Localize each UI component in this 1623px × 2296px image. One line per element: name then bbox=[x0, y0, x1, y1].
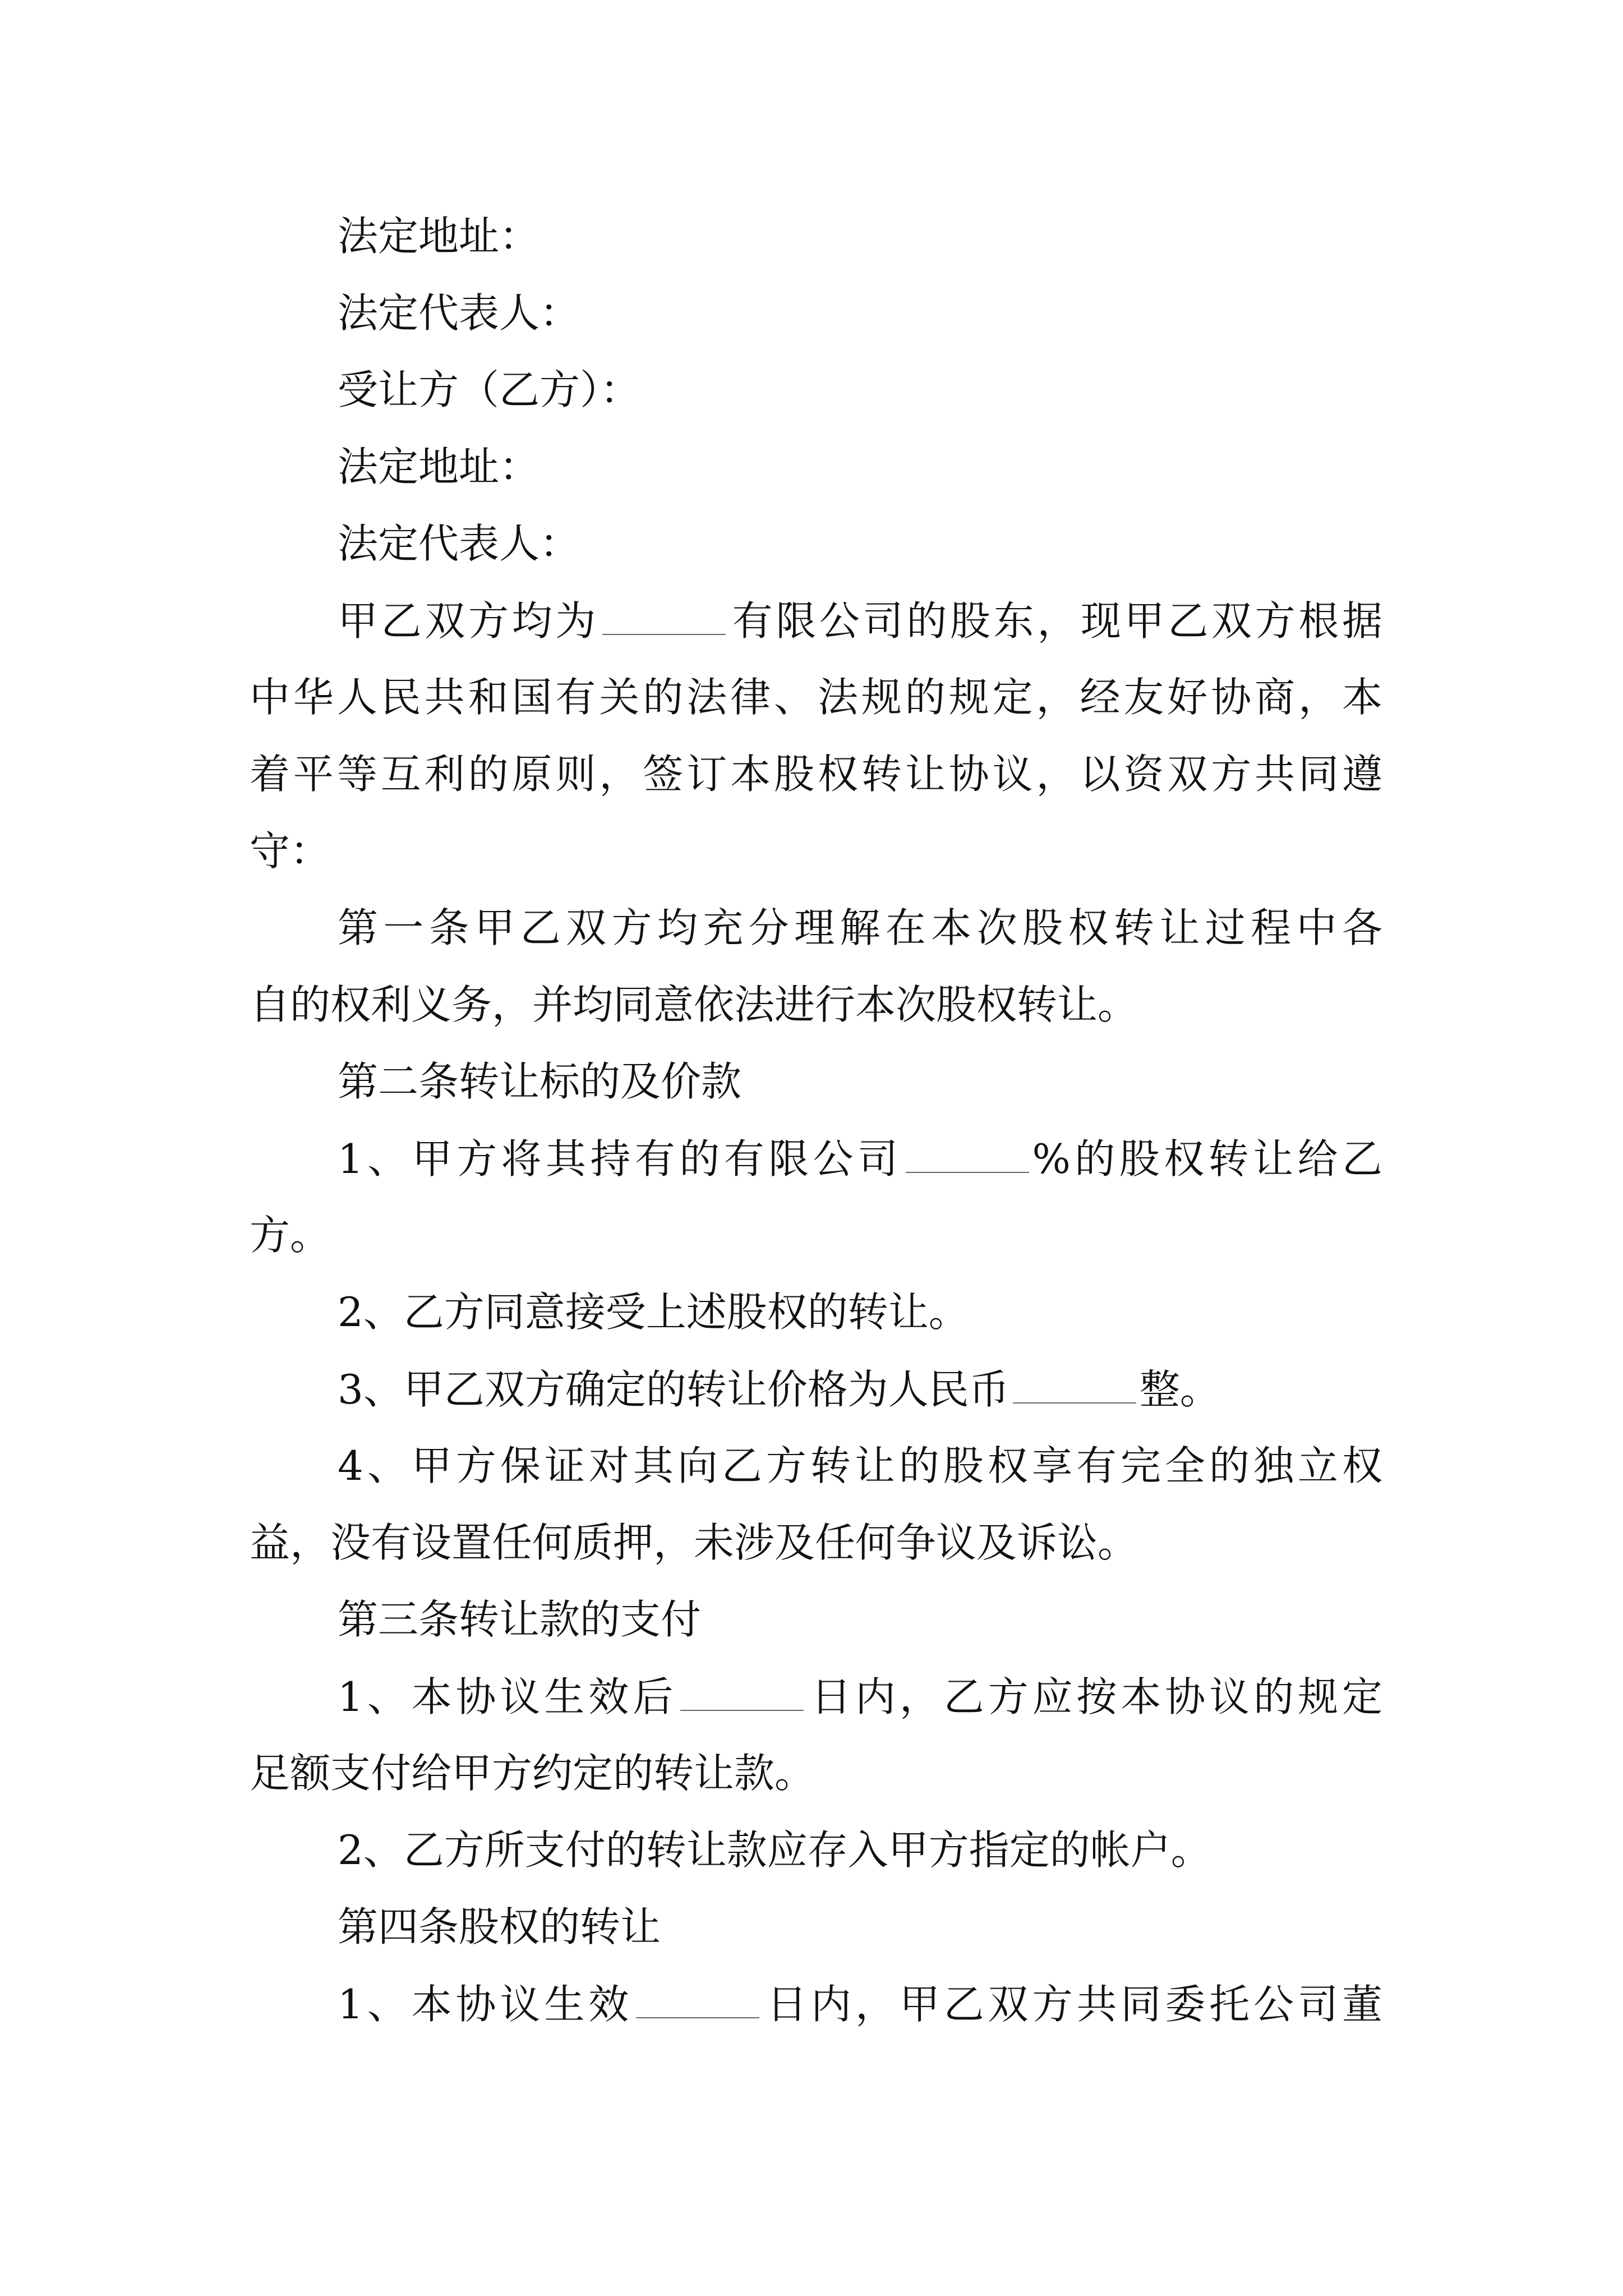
transfer-price-blank bbox=[1013, 1369, 1136, 1404]
article-3-item-1-line-2: 足额支付给甲方约定的转让款。 bbox=[250, 1750, 815, 1797]
transferor-representative-label: 法定代表人： bbox=[338, 289, 580, 337]
article-3-item-1-line-1 bbox=[338, 1673, 1382, 1720]
transfer-days-blank bbox=[636, 1984, 759, 2018]
transferee-representative-label: 法定代表人： bbox=[338, 520, 580, 567]
article-2-item-1-line-1 bbox=[338, 1135, 1382, 1182]
preamble-line-3: 着平等互利的原则，签订本股权转让协议，以资双方共同遵 bbox=[250, 751, 1382, 798]
article-4-item-1-after-blank: 日内，甲乙双方共同委托公司董 bbox=[763, 1981, 1382, 2028]
article-2-item-2: 2、乙方同意接受上述股权的转让。 bbox=[338, 1289, 969, 1336]
transferee-label: 受让方（乙方）： bbox=[338, 366, 641, 413]
share-percentage-blank bbox=[906, 1138, 1029, 1173]
transferee-address-label: 法定地址： bbox=[338, 443, 540, 490]
preamble-line-2: 中华人民共和国有关的法律、法规的规定，经友好协商，本 bbox=[250, 674, 1382, 721]
preamble-text-after-blank: 有限公司的股东，现甲乙双方根据 bbox=[729, 597, 1382, 645]
article-4-item-1-line-1 bbox=[338, 1981, 1382, 2028]
company-name-blank bbox=[602, 600, 726, 635]
preamble-line-4: 守： bbox=[250, 827, 331, 875]
item-3-text-before-blank: 3、甲乙双方确定的转让价格为人民币 bbox=[338, 1366, 1009, 1413]
article-2-item-1-line-2: 方。 bbox=[250, 1212, 331, 1259]
article-3-heading: 第三条转让款的支付 bbox=[338, 1596, 702, 1643]
article-1-line-2: 自的权利义务，并均同意依法进行本次股权转让。 bbox=[250, 981, 1138, 1028]
item-1-text-after-blank: %的股权转让给乙 bbox=[1032, 1135, 1382, 1182]
payment-days-blank bbox=[680, 1676, 804, 1711]
article-2-item-3 bbox=[338, 1366, 1220, 1413]
item-1-text-before-blank: 1、甲方将其持有的有限公司 bbox=[338, 1135, 902, 1182]
article-2-item-4-line-1: 4、甲方保证对其向乙方转让的股权享有完全的独立权 bbox=[338, 1442, 1382, 1489]
article-3-item-1-before-blank: 1、本协议生效后 bbox=[338, 1673, 677, 1720]
article-2-heading: 第二条转让标的及价款 bbox=[338, 1058, 742, 1105]
preamble-text-before-blank: 甲乙双方均为 bbox=[338, 597, 599, 645]
article-3-item-1-after-blank: 日内，乙方应按本协议的规定 bbox=[807, 1673, 1382, 1720]
article-4-item-1-before-blank: 1、本协议生效 bbox=[338, 1981, 633, 2028]
article-4-heading: 第四条股权的转让 bbox=[338, 1903, 661, 1950]
transferor-address-label: 法定地址： bbox=[338, 213, 540, 260]
article-2-item-4-line-2: 益，没有设置任何质押，未涉及任何争议及诉讼。 bbox=[250, 1519, 1138, 1566]
item-3-text-after-blank: 整。 bbox=[1139, 1366, 1220, 1413]
article-3-item-2: 2、乙方所支付的转让款应存入甲方指定的帐户。 bbox=[338, 1826, 1211, 1874]
article-1-line-1: 第一条甲乙双方均充分理解在本次股权转让过程中各 bbox=[338, 904, 1382, 951]
preamble-line-1 bbox=[338, 597, 1382, 645]
